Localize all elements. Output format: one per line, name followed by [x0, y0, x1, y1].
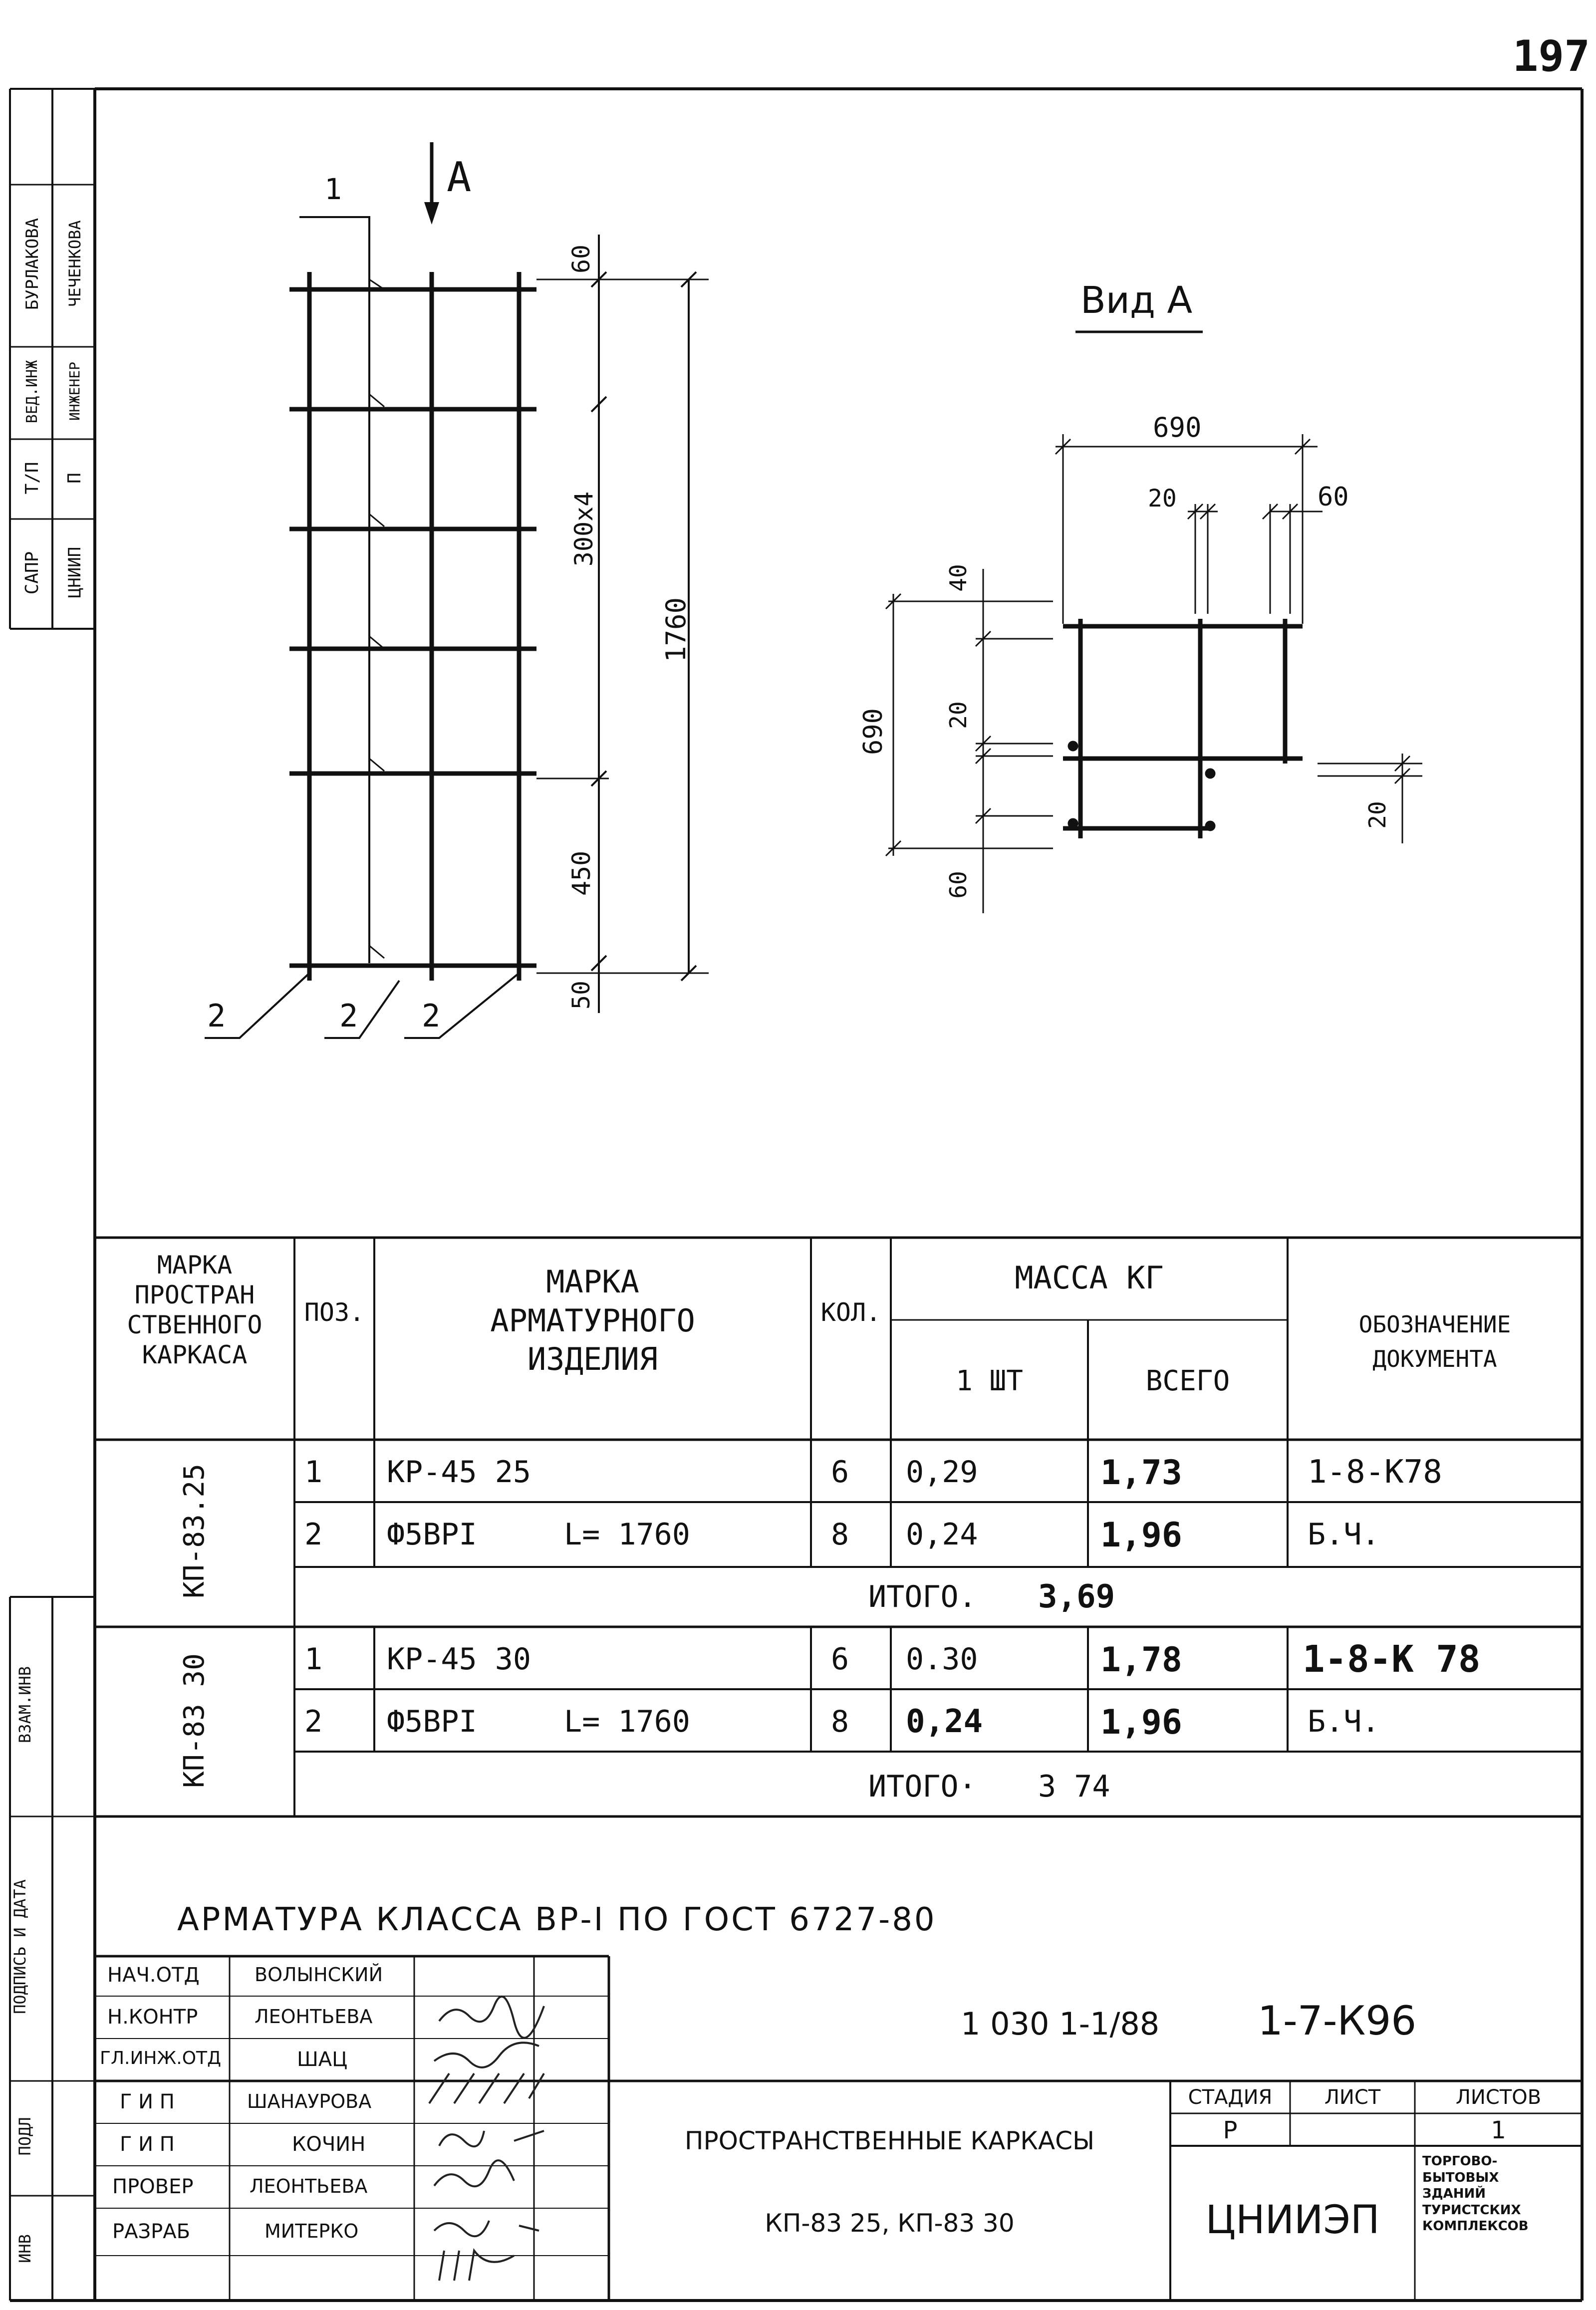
dim-lower: 450 [567, 850, 596, 896]
header-doc: ОБОЗНАЧЕНИЕ ДОКУМЕНТА [1358, 1311, 1511, 1372]
group-total-label: ИТОГО· [868, 1769, 977, 1804]
person-name: ШАЦ [297, 2048, 348, 2071]
role-label: ПРОВЕР [112, 2175, 194, 2198]
row-qty: 8 [831, 1704, 849, 1739]
sheet-code: 1-7-К96 [1258, 1998, 1417, 2044]
row-pos: 1 [304, 1642, 323, 1677]
row-mass-one: 0,24 [906, 1517, 978, 1552]
view-dim-bottom: 60 [945, 871, 972, 899]
row-length: L= 1760 [564, 1517, 690, 1552]
row-pos: 2 [304, 1517, 323, 1552]
leader-label-2b: 2 [339, 998, 358, 1034]
row-pos: 2 [304, 1704, 323, 1739]
leader-label-2a: 2 [207, 998, 226, 1034]
person-name: ЛЕОНТЬЕВА [255, 2006, 373, 2028]
row-item: Ф5ВРI [387, 1517, 477, 1552]
role-label: Г И П [120, 2133, 175, 2156]
header-item-mark: МАРКА АРМАТУРНОГО ИЗДЕЛИЯ [490, 1264, 695, 1377]
header-qty: КОЛ. [820, 1298, 881, 1327]
stamp-label: ВЗАМ.ИНВ [15, 1666, 34, 1744]
sheets-label: ЛИСТОВ [1455, 2086, 1542, 2109]
row-mass-one: 0.30 [906, 1642, 978, 1677]
row-mass-total: 1,96 [1100, 1516, 1182, 1555]
dim-spacing: 300x4 [569, 491, 598, 567]
row-pos: 1 [304, 1455, 323, 1490]
margin-label: БУРЛАКОВА [22, 218, 42, 310]
view-arrow-label: А [447, 154, 472, 201]
margin-label: Т/П [22, 462, 42, 495]
sheets-value: 1 [1491, 2116, 1506, 2144]
group-total-label: ИТОГО. [868, 1579, 977, 1614]
view-dim-width: 690 [1153, 412, 1202, 443]
organization: ЦНИИЭП [1205, 2198, 1380, 2243]
row-qty: 6 [831, 1455, 849, 1490]
margin-label: САПР [22, 551, 42, 595]
view-dim-top: 40 [945, 564, 972, 592]
view-dim-right-gap: 60 [1318, 482, 1349, 512]
person-name: ШАНАУРОВА [247, 2090, 372, 2112]
drawing-title: ПРОСТРАНСТВЕННЫЕ КАРКАСЫ [684, 2126, 1095, 2155]
row-qty: 8 [831, 1517, 849, 1552]
frame-mark-1: КП-83.25 [178, 1464, 211, 1598]
row-mass-total: 1,96 [1100, 1703, 1182, 1742]
row-item: КР-45 30 [387, 1642, 531, 1677]
row-mass-total: 1,78 [1100, 1640, 1182, 1680]
header-pos: ПОЗ. [304, 1298, 365, 1327]
row-doc: 1-8-К78 [1308, 1454, 1442, 1491]
margin-label: ЦНИИП [65, 546, 85, 598]
group-total-value: 3,69 [1038, 1578, 1115, 1615]
leader-label-2c: 2 [422, 998, 441, 1034]
person-name: КОЧИН [292, 2133, 366, 2156]
row-length: L= 1760 [564, 1704, 690, 1739]
stamp-label: ПОДПИСЬ И ДАТА [10, 1879, 29, 2014]
margin-label: П [64, 473, 85, 484]
role-label: Н.КОНТР [107, 2006, 198, 2029]
group-total-value: 3 74 [1038, 1769, 1110, 1804]
view-title: Вид А [1080, 279, 1193, 322]
role-label: Г И П [120, 2090, 175, 2113]
dim-overall: 1760 [660, 597, 692, 663]
role-label: ГЛ.ИНЖ.ОТД [100, 2048, 222, 2068]
row-item: Ф5ВРI [387, 1704, 477, 1739]
row-item: КР-45 25 [387, 1455, 531, 1490]
margin-label: ВЕД.ИНЖ [23, 360, 41, 424]
dim-top: 60 [567, 245, 595, 273]
role-label: НАЧ.ОТД [107, 1964, 200, 1987]
stamp-label: ИНВ [15, 2234, 34, 2263]
view-dim-left-gap: 20 [1148, 485, 1177, 513]
person-name: МИТЕРКО [265, 2220, 359, 2242]
header-mass-total: ВСЕГО [1145, 1365, 1230, 1397]
view-dim-right-offset: 20 [1364, 801, 1391, 829]
row-mass-one: 0,24 [906, 1703, 983, 1740]
row-qty: 6 [831, 1642, 849, 1677]
person-name: ВОЛЫНСКИЙ [255, 1964, 383, 1986]
dim-bottom: 50 [567, 981, 595, 1010]
view-dim-mid: 20 [945, 701, 972, 729]
frame-mark-2: КП-83 30 [178, 1653, 211, 1788]
stage-label: СТАДИЯ [1188, 2086, 1273, 2109]
role-label: РАЗРАБ [112, 2220, 191, 2243]
view-dim-height: 690 [858, 708, 888, 755]
sheet-label: ЛИСТ [1324, 2086, 1381, 2109]
reinforcement-note: АРМАТУРА КЛАССА ВР-I ПО ГОСТ 6727-80 [177, 1901, 937, 1938]
drawing-subtitle: КП-83 25, КП-83 30 [765, 2209, 1015, 2238]
header-mass-one: 1 ШТ [956, 1365, 1023, 1397]
header-frame-mark: МАРКА ПРОСТРАН СТВЕННОГО КАРКАСА [127, 1251, 263, 1369]
row-doc: Б.Ч. [1308, 1704, 1380, 1739]
person-name: ЛЕОНТЬЕВА [250, 2175, 368, 2197]
row-doc: Б.Ч. [1308, 1517, 1380, 1552]
row-mass-total: 1,73 [1100, 1453, 1182, 1493]
margin-label: ИНЖЕНЕР [66, 362, 83, 421]
margin-label: ЧЕЧЕНКОВА [65, 220, 84, 307]
row-mass-one: 0,29 [906, 1455, 978, 1490]
row-doc: 1-8-К 78 [1303, 1638, 1481, 1681]
leader-label-1: 1 [324, 172, 342, 206]
stage-value: Р [1223, 2116, 1238, 2144]
header-mass: МАССА КГ [1015, 1260, 1164, 1296]
stamp-label: ПОДЛ [15, 2117, 34, 2156]
organization-note: ТОРГОВО- БЫТОВЫХ ЗДАНИЙ ТУРИСТСКИХ КОМПЛЕКСОВ [1422, 2154, 1529, 2234]
document-code: 1 030 1-1/88 [961, 2006, 1160, 2042]
page-number: 197 [1512, 31, 1590, 81]
